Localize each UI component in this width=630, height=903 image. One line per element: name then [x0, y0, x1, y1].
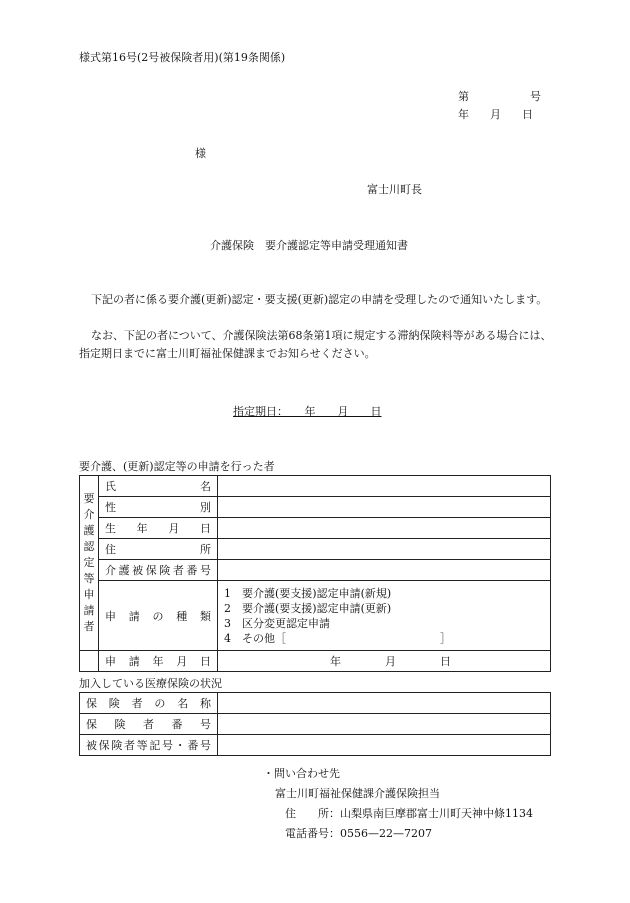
application-type-label: 申請の種類 — [99, 581, 218, 651]
form-number: 様式第16号(2号被保険者用)(第19条関係) — [79, 51, 286, 64]
address-field[interactable] — [218, 539, 551, 560]
contact-heading: ・問い合わせ先 — [263, 767, 340, 780]
side-blank — [80, 651, 99, 672]
issue-year: 年 — [458, 108, 469, 121]
number-suffix: 号 — [530, 90, 541, 103]
document-title: 介護保険 要介護認定等申請受理通知書 — [210, 239, 408, 252]
insured-number-label: 介護被保険者番号 — [99, 560, 218, 581]
type-option[interactable]: 4 その他［ ］ — [224, 631, 451, 645]
insured-number-field[interactable] — [218, 560, 551, 581]
sex-label: 性別 — [99, 497, 218, 518]
application-date-label: 申請年月日 — [99, 651, 218, 672]
insurer-name-label: 保険者の名称 — [80, 693, 218, 714]
insurer-number-label: 保険者番号 — [80, 714, 218, 735]
issue-month: 月 — [490, 108, 501, 121]
type-option[interactable]: 1 要介護(要支援)認定申請(新規) — [224, 586, 392, 600]
name-field[interactable] — [218, 476, 551, 497]
body-paragraph-2: なお、下記の者について、介護保険法第68条第1項に規定する滞納保険料等がある場合には、指定期日までに富士川町福祉保健課までお知らせください。 — [79, 329, 552, 360]
application-date-field[interactable]: 年 月 日 — [218, 651, 551, 672]
contact-dept: 富士川町福祉保健課介護保険担当 — [275, 787, 440, 800]
addressee-honorific: 様 — [195, 147, 206, 160]
applicant-side-label: 要 介 護 認 定 等 申 請 者 — [80, 476, 99, 651]
insurance-table — [79, 692, 551, 756]
applicant-section-title: 要介護、(更新)認定等の申請を行った者 — [79, 460, 275, 473]
deadline: 指定期日： 年 月 日 — [233, 405, 382, 418]
issue-day: 日 — [522, 108, 533, 121]
body-paragraph-1: 下記の者に係る要介護(更新)認定・要支援(更新)認定の申請を受理したので通知いたします。 — [91, 293, 548, 306]
insurer-number-field[interactable] — [218, 714, 551, 735]
application-type-options[interactable] — [218, 581, 551, 651]
birthdate-label: 生年月日 — [99, 518, 218, 539]
insurance-section-title: 加入している医療保険の状況 — [79, 677, 222, 690]
type-option[interactable]: 2 要介護(要支援)認定申請(更新) — [224, 601, 392, 615]
document-number — [458, 88, 541, 104]
insured-symbol-label: 被保険者等記号・番号 — [80, 735, 218, 756]
sex-field[interactable] — [218, 497, 551, 518]
type-option[interactable]: 3 区分変更認定申請 — [224, 616, 330, 630]
insured-symbol-field[interactable] — [218, 735, 551, 756]
sender: 富士川町長 — [367, 183, 422, 196]
insurer-name-field[interactable] — [218, 693, 551, 714]
address-label: 住所 — [99, 539, 218, 560]
contact-phone: 電話番号：0556—22—7207 — [285, 827, 432, 840]
birthdate-field[interactable] — [218, 518, 551, 539]
contact-address: 住 所：山梨県南巨摩郡富士川町天神中條1134 — [285, 807, 533, 820]
applicant-table — [79, 475, 551, 672]
contact-block — [263, 764, 533, 844]
issue-date — [458, 106, 533, 122]
name-label: 氏名 — [99, 476, 218, 497]
number-prefix: 第 — [458, 90, 469, 103]
